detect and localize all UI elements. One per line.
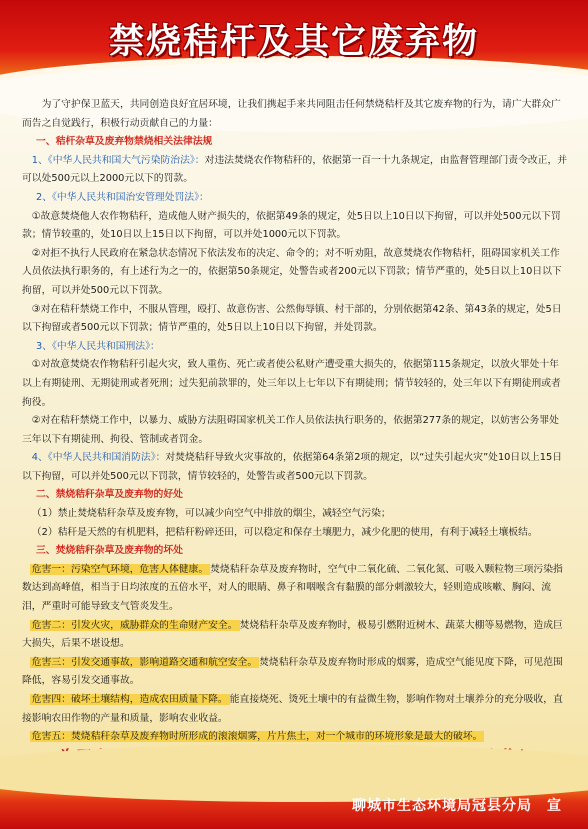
law-2-item-3: ③对在秸秆禁烧工作中，不服从管理，殴打、故意伤害、公然侮辱镇、村干部的，分别依据第42条、第43条的规定，处5日以下拘留或者500元以下罚款；情节严重的，处5日以上10日以下拘留，并处罚款。 xyxy=(22,303,562,334)
harm-item xyxy=(22,691,568,728)
harm-label: 危害二：引发火灾，威胁群众的生命财产安全。 xyxy=(31,619,238,631)
law-1-text: 对违法焚烧农作物秸秆的，依据第一百一十九条规定，由监督管理部门责令改正，并可以处500元以上2000元以下的罚款。 xyxy=(22,154,568,185)
section-3-heading: 三、焚烧秸秆杂草及废弃物的坏处 xyxy=(36,545,183,557)
section-2-heading: 二、禁烧秸秆杂草及废弃物的好处 xyxy=(36,489,183,501)
footer-curve xyxy=(0,744,588,802)
intro-paragraph: 为了守护保卫蓝天，共同创造良好宜居环境，让我们携起手来共同阻击任何禁烧秸杆及其它废弃物的行为，请广大群众广而告之自觉践行，积极行动贡献自己的力量： xyxy=(22,99,561,129)
harm-item xyxy=(22,617,568,654)
law-4-title: 4、《中华人民共和国消防法》： xyxy=(31,452,166,464)
law-1-title: 1、《中华人民共和国大气污染防治法》： xyxy=(31,154,205,166)
issuer-line: 聊城市生态环境局冠县分局 宣 xyxy=(352,798,562,814)
poster-content xyxy=(22,96,568,747)
law-2-item-2: ②对拒不执行人民政府在紧急状态情况下依法发布的决定、命令的；对不听劝阻，故意焚烧农作物秸杆，阻碍国家机关工作人员依法执行职务的，有上述行为之一的，依据第50条规定，处警告或者200元以下罚款；情节严重的，处5日以上10日以下拘留，可以并处500元以下罚款。 xyxy=(22,247,562,296)
law-3-item-1: ①对故意焚烧农作物秸秆引起火灾，致人重伤、死亡或者使公私财产遭受重大损失的，依据第115条规定，以放火罪处十年以上有期徒刑、无期徒刑或者死刑；过失犯前款罪的，处三年以上七年以下有期徒刑；情节较轻的，处三年以下有期徒刑或者拘役。 xyxy=(22,359,561,408)
law-2-item-1: ①故意焚烧他人农作物秸秆，造成他人财产损失的，依据第49条的规定，处5日以上10日以下拘留，可以并处500元以下罚款；情节较重的，处10日以上15日以下拘留，可以并处1000元以下罚款。 xyxy=(22,210,561,241)
law-4-text: 对焚烧秸秆导致火灾事故的，依据第64条第2项的规定，以“过失引起火灾”处10日以上15日以下拘留，可以并处500元以下罚款，情节较轻的，处警告或者500元以下罚款。 xyxy=(22,452,563,482)
harm-item xyxy=(22,561,568,617)
harm-text: 焚烧秸秆杂草及废弃物时，空气中二氧化硫、二氧化氮、可吸入颗粒物三项污染指数达到高峰值，相当于日均浓度的五倍水平，对人的眼睛、鼻子和咽喉含有黏膜的部分刺激较大，轻则造成咳嗽、胸闷、流泪，严重时可能导致支气管炎发生。 xyxy=(22,563,563,613)
harm-item xyxy=(22,654,568,691)
harm-text: 能直接烧死、烫死土壤中的有益微生物，影响作物对土壤养分的充分吸收，直接影响农田作物的产量和质量，影响农业收益。 xyxy=(22,694,563,724)
law-3-title: 3、《中华人民共和国刑法》： xyxy=(36,340,160,352)
benefit-item-2: （2）秸秆是天然的有机肥料，把秸秆粉碎还田，可以稳定和保存土壤肥力，减少化肥的使用，有利于减轻土壤板结。 xyxy=(31,526,538,538)
benefit-item-1: （1）禁止焚烧秸秆杂草及废弃物，可以减少向空气中排放的烟尘，减轻空气污染； xyxy=(31,508,391,520)
harm-text: 焚烧秸秆杂草及废弃物时，极易引燃附近树木、蔬菜大棚等易燃物，造成巨大损失，后果不堪设想。 xyxy=(22,619,563,650)
harm-text: 焚烧秸秆杂草及废弃物时形成的烟雾，造成空气能见度下降，可见范围降低，容易引发交通事故。 xyxy=(22,656,563,687)
law-1-paragraph xyxy=(22,152,568,189)
harm-label: 危害三：引发交通事故，影响道路交通和航空安全。 xyxy=(31,656,258,668)
law-2-title: 2、《中华人民共和国治安管理处罚法》： xyxy=(36,191,209,203)
law-4-paragraph xyxy=(22,449,568,486)
poster-title: 禁烧秸杆及其它废弃物 xyxy=(108,21,479,62)
law-3-item-2: ②对在秸秆禁烧工作中，以暴力、威胁方法阻碍国家机关工作人员依法执行职务的，依据第277条的规定，以妨害公务罪处三年以下有期徒刑、拘役、管制或者罚金。 xyxy=(22,415,559,445)
harm-label: 危害一：污染空气环境，危害人体健康。 xyxy=(31,563,209,575)
harm-label: 危害五：焚烧秸秆杂草及废弃物时所形成的滚滚烟雾，片片焦土，对一个城市的环境形象是最大的破坏。 xyxy=(31,731,483,743)
harm-label: 危害四：破坏土壤结构，造成农田质量下降。 xyxy=(31,694,228,705)
section-1-heading: 一、秸杆杂草及废弃物禁烧相关法律法规 xyxy=(36,136,213,148)
